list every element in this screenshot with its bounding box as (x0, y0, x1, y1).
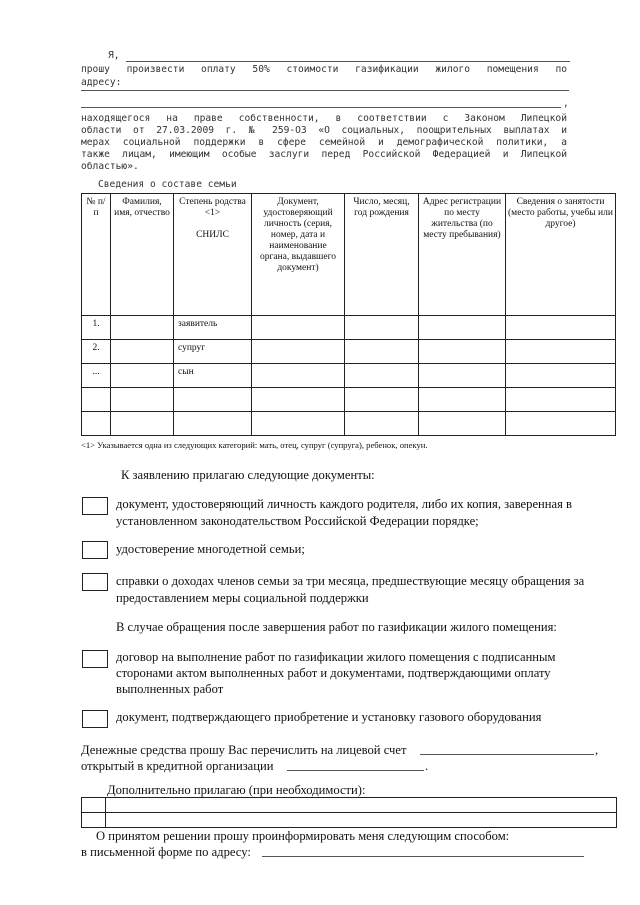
payment-comma: , (595, 743, 599, 757)
bank-name-field[interactable] (287, 770, 424, 771)
doc-checkbox-equipment[interactable] (82, 710, 108, 728)
family-cell[interactable] (111, 316, 174, 340)
intro-line-5: находящегося на праве собственности, в соответствии с Законом Липецкой (81, 113, 567, 124)
family-table-header (82, 194, 616, 316)
family-cell: супруг (174, 340, 252, 364)
family-col-header: Сведения о занятости (место работы, учебы или другое) (506, 194, 616, 316)
intro-line-9: областью». (81, 161, 139, 172)
intro-line-8: также лицам, имеющим особые заслуги перед Российской Федерацией и Липецкой (81, 149, 567, 160)
after-works-intro: В случае обращения после завершения работ по газификации жилого помещения: (116, 620, 557, 634)
family-cell[interactable] (419, 412, 506, 436)
family-cell[interactable] (252, 316, 345, 340)
address-comma: , (563, 98, 569, 109)
family-cell[interactable] (345, 412, 419, 436)
family-table (81, 193, 616, 436)
family-col-header: Число, месяц, год рождения (345, 194, 419, 316)
family-cell[interactable] (345, 364, 419, 388)
doc-checkbox-income[interactable] (82, 573, 108, 591)
documents-intro: К заявлению прилагаю следующие документы: (121, 468, 375, 482)
family-cell (174, 388, 252, 412)
doc-item-income-l2: предоставлением меры социальной поддержки (116, 591, 369, 605)
address-field-1[interactable] (81, 90, 569, 91)
family-row (82, 340, 616, 364)
doc-item-income-l1: справки о доходах членов семьи за три месяца, предшествующие месяцу обращения за (116, 574, 585, 588)
family-cell[interactable] (506, 340, 616, 364)
family-col-header: Адрес регистрации по месту жительства (по месту пребывания) (419, 194, 506, 316)
family-cell[interactable] (419, 364, 506, 388)
family-cell[interactable] (111, 412, 174, 436)
payment-period: . (425, 759, 429, 773)
intro-line-7: мерах социальной поддержки в сфере семейной и демографической политики, а (81, 137, 567, 148)
notify-address-field[interactable] (262, 856, 584, 857)
intro-line-2: прошу произвести оплату 50% стоимости газификации жилого помещения по (81, 64, 567, 75)
family-caption: Сведения о составе семьи (98, 179, 237, 190)
doc-item-identity-l1: документ, удостоверяющий личность каждого родителя, либо их копия, заверенная в (116, 497, 572, 511)
row-number (82, 388, 111, 412)
doc-checkbox-contract[interactable] (82, 650, 108, 668)
extra-label: Дополнительно прилагаю (при необходимости): (107, 783, 366, 797)
doc-item-large-family: удостоверение многодетной семьи; (116, 542, 305, 556)
family-row (82, 316, 616, 340)
extra-documents-table (81, 797, 617, 828)
family-cell[interactable] (345, 316, 419, 340)
intro-ya: Я, (108, 50, 120, 61)
family-cell[interactable] (252, 412, 345, 436)
family-cell[interactable] (111, 388, 174, 412)
row-number: 2. (82, 340, 111, 364)
family-cell (174, 412, 252, 436)
doc-item-identity-l2: установленном законодательством Российской Федерации порядке; (116, 514, 479, 528)
doc-checkbox-identity[interactable] (82, 497, 108, 515)
doc-item-equipment: документ, подтверждающего приобретение и установку газового оборудования (116, 710, 542, 724)
family-cell[interactable] (506, 364, 616, 388)
family-cell[interactable] (419, 316, 506, 340)
doc-checkbox-large-family[interactable] (82, 541, 108, 559)
intro-line-3: адресу: (81, 77, 122, 88)
notify-line-1: О принятом решении прошу проинформировать меня следующим способом: (96, 829, 510, 843)
family-col-header: Степень родства <1> СНИЛС (174, 194, 252, 316)
family-cell[interactable] (252, 364, 345, 388)
family-row (82, 412, 616, 436)
extra-row[interactable] (82, 813, 617, 828)
family-footnote: <1> Указывается одна из следующих категорий: мать, отец, супруг (супруга), ребенок, опекун. (81, 440, 428, 450)
family-cell[interactable] (506, 412, 616, 436)
notify-line-2: в письменной форме по адресу: (81, 845, 251, 859)
family-cell[interactable] (252, 388, 345, 412)
family-cell[interactable] (252, 340, 345, 364)
doc-item-contract-l3: выполненных работ (116, 682, 224, 696)
family-col-header: № п/п (82, 194, 111, 316)
family-cell: сын (174, 364, 252, 388)
row-number: ... (82, 364, 111, 388)
extra-row[interactable] (82, 798, 617, 813)
payment-line-2: открытый в кредитной организации (81, 759, 274, 773)
family-col-header: Фамилия, имя, отчество (111, 194, 174, 316)
family-cell[interactable] (419, 340, 506, 364)
payment-line-1: Денежные средства прошу Вас перечислить на лицевой счет (81, 743, 407, 757)
family-row (82, 364, 616, 388)
intro-line-6: области от 27.03.2009 г. № 259-ОЗ «О социальных, поощрительных выплатах и (81, 125, 567, 136)
family-cell[interactable] (506, 388, 616, 412)
family-cell[interactable] (419, 388, 506, 412)
name-field[interactable] (126, 61, 570, 62)
doc-item-contract-l1: договор на выполнение работ по газификации жилого помещения с подписанным (116, 650, 556, 664)
family-cell[interactable] (111, 364, 174, 388)
family-cell: заявитель (174, 316, 252, 340)
family-row (82, 388, 616, 412)
row-number (82, 412, 111, 436)
family-cell[interactable] (111, 340, 174, 364)
family-col-header: Документ, удостоверяющий личность (серия, номер, дата и наименование органа, выдавшего документ) (252, 194, 345, 316)
account-number-field[interactable] (420, 754, 594, 755)
doc-item-contract-l2: сторонами актом выполненных работ и документами, подтверждающими оплату (116, 666, 551, 680)
family-cell[interactable] (345, 388, 419, 412)
address-field-2[interactable] (81, 107, 561, 108)
family-cell[interactable] (506, 316, 616, 340)
family-cell[interactable] (345, 340, 419, 364)
row-number: 1. (82, 316, 111, 340)
